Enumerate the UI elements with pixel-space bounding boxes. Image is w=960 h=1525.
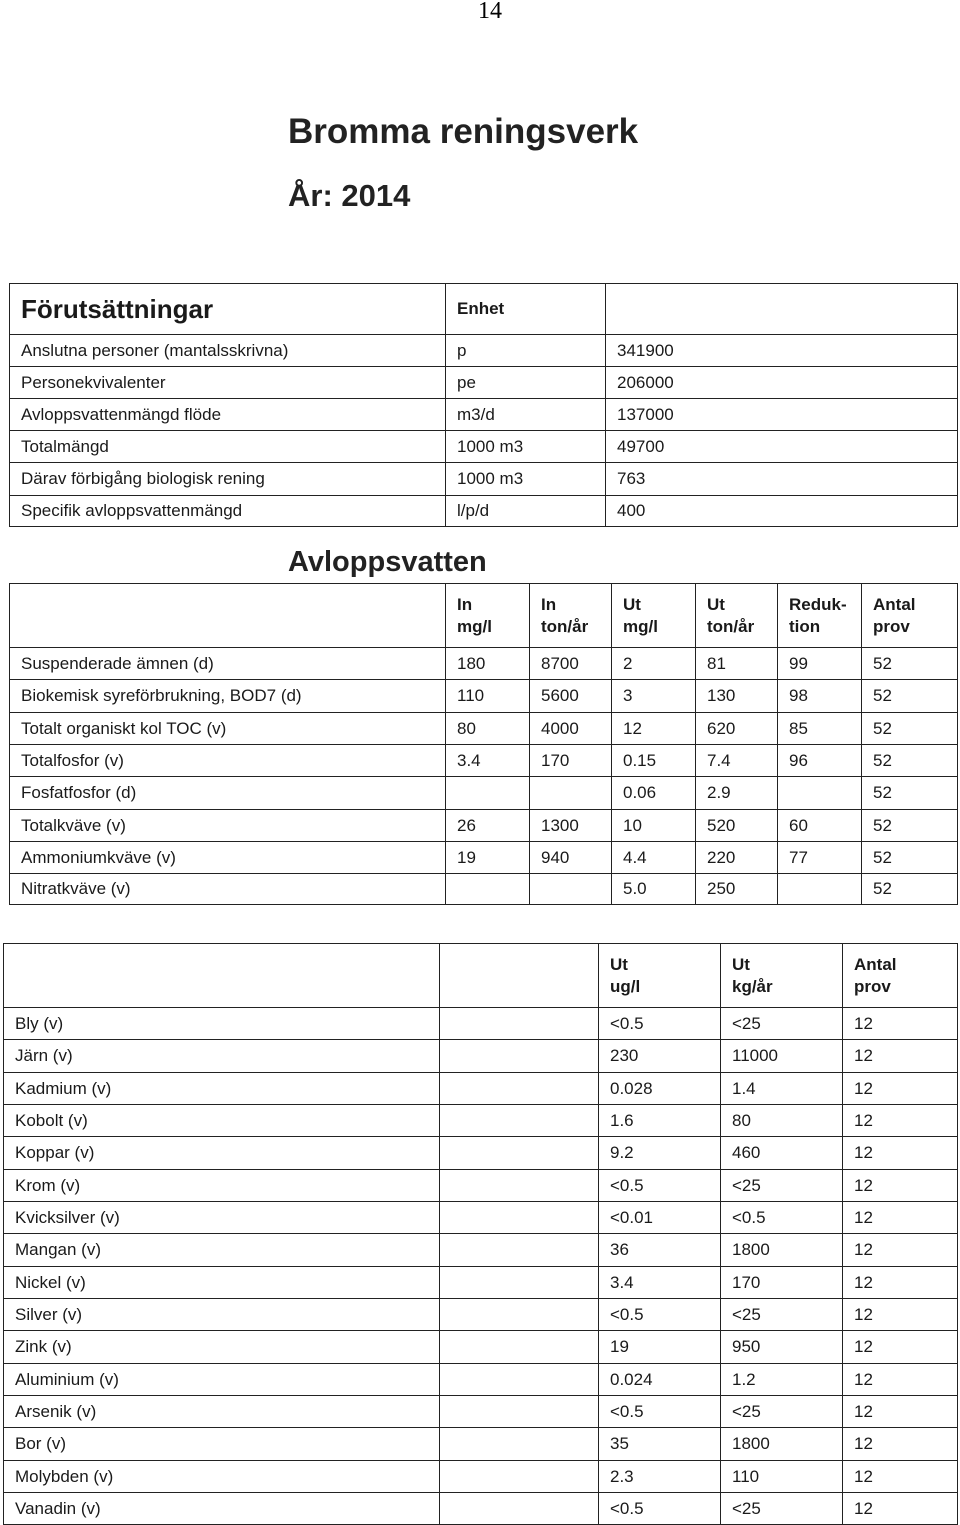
metals-cell: 9.2 — [599, 1137, 721, 1170]
page-number: 14 — [478, 0, 502, 24]
prerequisites-label: Personekvivalenter — [10, 367, 446, 399]
wastewater-cell: 77 — [778, 842, 862, 874]
wastewater-column-header — [446, 584, 530, 648]
wastewater-cell — [530, 874, 612, 905]
metals-row — [4, 1234, 958, 1267]
wastewater-cell: 99 — [778, 648, 862, 680]
metals-empty-header — [440, 944, 599, 1008]
metals-cell: 12 — [843, 1234, 958, 1267]
metal-name: Koppar (v) — [4, 1137, 440, 1170]
prerequisites-unit: l/p/d — [446, 496, 606, 527]
wastewater-row — [10, 648, 958, 680]
wastewater-cell: 1300 — [530, 810, 612, 842]
metals-row — [4, 1008, 958, 1040]
metal-name: Bly (v) — [4, 1008, 440, 1040]
metals-cell: 950 — [721, 1331, 843, 1364]
wastewater-column-header — [862, 584, 958, 648]
wastewater-cell: 80 — [446, 713, 530, 745]
metals-cell: 460 — [721, 1137, 843, 1170]
wastewater-cell — [446, 777, 530, 810]
metals-cell: 1.6 — [599, 1105, 721, 1137]
wastewater-parameter: Totalkväve (v) — [10, 810, 446, 842]
metals-row — [4, 1202, 958, 1234]
metals-column-header-line2: kg/år — [732, 976, 773, 996]
metals-row — [4, 1137, 958, 1170]
wastewater-row — [10, 680, 958, 713]
metals-cell: <25 — [721, 1396, 843, 1428]
metals-empty-cell — [440, 1364, 599, 1396]
prerequisites-row — [10, 496, 958, 527]
prerequisites-row — [10, 335, 958, 367]
metal-name: Mangan (v) — [4, 1234, 440, 1267]
metals-label-header — [4, 944, 440, 1008]
wastewater-column-header-line1: In — [541, 594, 557, 614]
wastewater-cell: 52 — [862, 777, 958, 810]
metals-cell: 12 — [843, 1331, 958, 1364]
wastewater-cell: 110 — [446, 680, 530, 713]
metals-cell: <0.5 — [599, 1008, 721, 1040]
page-title: Bromma reningsverk — [288, 112, 639, 151]
metals-empty-cell — [440, 1170, 599, 1202]
metal-name: Vanadin (v) — [4, 1493, 440, 1525]
wastewater-row — [10, 874, 958, 905]
metals-cell: 36 — [599, 1234, 721, 1267]
wastewater-parameter: Fosfatfosfor (d) — [10, 777, 446, 810]
metals-empty-cell — [440, 1396, 599, 1428]
metals-cell: 230 — [599, 1040, 721, 1073]
metals-empty-cell — [440, 1267, 599, 1299]
wastewater-cell: 52 — [862, 842, 958, 874]
wastewater-cell: 96 — [778, 745, 862, 777]
prerequisites-value: 341900 — [606, 335, 958, 367]
wastewater-parameter: Ammoniumkväve (v) — [10, 842, 446, 874]
wastewater-cell: 250 — [696, 874, 778, 905]
metals-cell: 12 — [843, 1461, 958, 1493]
wastewater-table — [9, 583, 958, 905]
wastewater-column-header-line1: Ut — [707, 594, 725, 614]
wastewater-label-header — [10, 584, 446, 648]
year-label: År: 2014 — [288, 178, 411, 213]
wastewater-parameter: Suspenderade ämnen (d) — [10, 648, 446, 680]
wastewater-cell: 3 — [612, 680, 696, 713]
metals-cell: 1.4 — [721, 1073, 843, 1105]
metal-name: Bor (v) — [4, 1428, 440, 1461]
prerequisites-value: 49700 — [606, 431, 958, 463]
metals-cell: 2.3 — [599, 1461, 721, 1493]
prerequisites-label: Därav förbigång biologisk rening — [10, 463, 446, 496]
wastewater-cell: 12 — [612, 713, 696, 745]
metals-cell: <0.5 — [721, 1202, 843, 1234]
wastewater-row — [10, 777, 958, 810]
wastewater-parameter: Nitratkväve (v) — [10, 874, 446, 905]
unit-column-header: Enhet — [446, 284, 606, 335]
metals-cell: 1800 — [721, 1234, 843, 1267]
wastewater-cell: 220 — [696, 842, 778, 874]
wastewater-cell: 8700 — [530, 648, 612, 680]
prerequisites-unit: p — [446, 335, 606, 367]
prerequisites-value: 763 — [606, 463, 958, 496]
metals-row — [4, 1428, 958, 1461]
prerequisites-unit: pe — [446, 367, 606, 399]
metals-column-header-line1: Ut — [732, 954, 750, 974]
metals-row — [4, 1267, 958, 1299]
metals-cell: 80 — [721, 1105, 843, 1137]
metals-cell: <25 — [721, 1299, 843, 1331]
wastewater-row — [10, 810, 958, 842]
metals-cell: 12 — [843, 1137, 958, 1170]
metals-cell: <0.5 — [599, 1396, 721, 1428]
prerequisites-header-row — [10, 284, 958, 335]
wastewater-cell: 2 — [612, 648, 696, 680]
prerequisites-label: Specifik avloppsvattenmängd — [10, 496, 446, 527]
metals-cell: 1.2 — [721, 1364, 843, 1396]
prerequisites-unit: 1000 m3 — [446, 463, 606, 496]
wastewater-header-row — [10, 584, 958, 648]
prerequisites-value: 206000 — [606, 367, 958, 399]
wastewater-cell: 170 — [530, 745, 612, 777]
wastewater-cell — [530, 777, 612, 810]
metals-row — [4, 1040, 958, 1073]
metals-empty-cell — [440, 1299, 599, 1331]
wastewater-parameter: Totalt organiskt kol TOC (v) — [10, 713, 446, 745]
wastewater-column-header-line2: tion — [789, 616, 821, 636]
wastewater-row — [10, 713, 958, 745]
wastewater-cell — [446, 874, 530, 905]
metals-cell: 0.028 — [599, 1073, 721, 1105]
prerequisites-value: 400 — [606, 496, 958, 527]
metals-row — [4, 1331, 958, 1364]
metals-row — [4, 1170, 958, 1202]
metals-empty-cell — [440, 1234, 599, 1267]
metals-empty-cell — [440, 1428, 599, 1461]
metal-name: Molybden (v) — [4, 1461, 440, 1493]
metals-cell: 1800 — [721, 1428, 843, 1461]
prerequisites-row — [10, 399, 958, 431]
wastewater-cell: 52 — [862, 713, 958, 745]
metals-cell: <25 — [721, 1008, 843, 1040]
wastewater-cell: 180 — [446, 648, 530, 680]
metal-name: Aluminium (v) — [4, 1364, 440, 1396]
metals-empty-cell — [440, 1105, 599, 1137]
metal-name: Kadmium (v) — [4, 1073, 440, 1105]
wastewater-cell: 52 — [862, 874, 958, 905]
metals-column-header-line2: ug/l — [610, 976, 641, 996]
wastewater-column-header-line2: mg/l — [457, 616, 492, 636]
metals-empty-cell — [440, 1331, 599, 1364]
wastewater-cell: 52 — [862, 810, 958, 842]
prerequisites-row — [10, 431, 958, 463]
wastewater-cell: 4.4 — [612, 842, 696, 874]
wastewater-parameter: Totalfosfor (v) — [10, 745, 446, 777]
wastewater-cell: 5.0 — [612, 874, 696, 905]
metals-empty-cell — [440, 1137, 599, 1170]
metals-cell: 35 — [599, 1428, 721, 1461]
metals-cell: <0.5 — [599, 1170, 721, 1202]
metals-cell: <25 — [721, 1170, 843, 1202]
metal-name: Järn (v) — [4, 1040, 440, 1073]
metals-cell: 12 — [843, 1073, 958, 1105]
prerequisites-row — [10, 463, 958, 496]
wastewater-column-header-line2: prov — [873, 616, 910, 636]
metals-empty-cell — [440, 1461, 599, 1493]
metals-cell: 12 — [843, 1170, 958, 1202]
metals-cell: 170 — [721, 1267, 843, 1299]
wastewater-column-header-line1: Ut — [623, 594, 641, 614]
metals-row — [4, 1493, 958, 1525]
metals-column-header-line2: prov — [854, 976, 891, 996]
wastewater-row — [10, 745, 958, 777]
wastewater-cell: 19 — [446, 842, 530, 874]
metals-cell: 0.024 — [599, 1364, 721, 1396]
metals-empty-cell — [440, 1040, 599, 1073]
prerequisites-unit: 1000 m3 — [446, 431, 606, 463]
metals-cell: 3.4 — [599, 1267, 721, 1299]
metals-row — [4, 1299, 958, 1331]
metals-row — [4, 1461, 958, 1493]
wastewater-cell — [778, 777, 862, 810]
wastewater-cell: 26 — [446, 810, 530, 842]
metals-cell: 12 — [843, 1364, 958, 1396]
metals-cell: 12 — [843, 1299, 958, 1331]
prerequisites-table — [9, 283, 958, 527]
wastewater-column-header-line2: ton/år — [707, 616, 755, 636]
wastewater-cell: 52 — [862, 745, 958, 777]
metal-name: Nickel (v) — [4, 1267, 440, 1299]
metals-column-header-line1: Antal — [854, 954, 897, 974]
wastewater-column-header — [778, 584, 862, 648]
metals-cell: 12 — [843, 1396, 958, 1428]
metals-cell: 12 — [843, 1493, 958, 1525]
wastewater-column-header-line2: ton/år — [541, 616, 589, 636]
metals-empty-cell — [440, 1073, 599, 1105]
wastewater-cell: 520 — [696, 810, 778, 842]
wastewater-column-header-line1: Reduk- — [789, 594, 847, 614]
metals-header-row — [4, 944, 958, 1008]
wastewater-cell: 60 — [778, 810, 862, 842]
wastewater-cell: 98 — [778, 680, 862, 713]
metals-cell: <0.01 — [599, 1202, 721, 1234]
metals-row — [4, 1073, 958, 1105]
metals-table — [3, 943, 958, 1525]
metals-cell: 12 — [843, 1008, 958, 1040]
metals-cell: <0.5 — [599, 1493, 721, 1525]
wastewater-cell: 4000 — [530, 713, 612, 745]
prerequisites-row — [10, 367, 958, 399]
metals-empty-cell — [440, 1202, 599, 1234]
metal-name: Kvicksilver (v) — [4, 1202, 440, 1234]
wastewater-parameter: Biokemisk syreförbrukning, BOD7 (d) — [10, 680, 446, 713]
metals-empty-cell — [440, 1008, 599, 1040]
metals-cell: 12 — [843, 1105, 958, 1137]
metals-row — [4, 1396, 958, 1428]
wastewater-column-header-line1: In — [457, 594, 473, 614]
wastewater-cell: 3.4 — [446, 745, 530, 777]
wastewater-cell: 10 — [612, 810, 696, 842]
wastewater-column-header-line1: Antal — [873, 594, 916, 614]
metals-cell: 12 — [843, 1040, 958, 1073]
metals-cell: 11000 — [721, 1040, 843, 1073]
wastewater-heading: Avloppsvatten — [288, 546, 487, 578]
metals-cell: 12 — [843, 1202, 958, 1234]
wastewater-cell: 130 — [696, 680, 778, 713]
wastewater-column-header-line2: mg/l — [623, 616, 658, 636]
metal-name: Arsenik (v) — [4, 1396, 440, 1428]
wastewater-cell: 52 — [862, 680, 958, 713]
wastewater-column-header — [530, 584, 612, 648]
metals-cell: 19 — [599, 1331, 721, 1364]
wastewater-cell: 0.06 — [612, 777, 696, 810]
metals-cell: 12 — [843, 1267, 958, 1299]
metals-column-header-line1: Ut — [610, 954, 628, 974]
metals-column-header — [843, 944, 958, 1008]
wastewater-cell: 81 — [696, 648, 778, 680]
metals-empty-cell — [440, 1493, 599, 1525]
metal-name: Silver (v) — [4, 1299, 440, 1331]
metal-name: Kobolt (v) — [4, 1105, 440, 1137]
prerequisites-heading: Förutsättningar — [10, 284, 446, 335]
prerequisites-label: Anslutna personer (mantalsskrivna) — [10, 335, 446, 367]
wastewater-column-header — [696, 584, 778, 648]
metals-cell: 12 — [843, 1428, 958, 1461]
wastewater-cell: 7.4 — [696, 745, 778, 777]
prerequisites-label: Totalmängd — [10, 431, 446, 463]
prerequisites-value: 137000 — [606, 399, 958, 431]
prerequisites-unit: m3/d — [446, 399, 606, 431]
value-column-header — [606, 284, 958, 335]
wastewater-cell: 940 — [530, 842, 612, 874]
wastewater-cell: 85 — [778, 713, 862, 745]
metals-column-header — [599, 944, 721, 1008]
metals-row — [4, 1364, 958, 1396]
metals-column-header — [721, 944, 843, 1008]
wastewater-row — [10, 842, 958, 874]
metals-cell: <25 — [721, 1493, 843, 1525]
wastewater-cell: 0.15 — [612, 745, 696, 777]
metal-name: Zink (v) — [4, 1331, 440, 1364]
prerequisites-label: Avloppsvattenmängd flöde — [10, 399, 446, 431]
metals-cell: 110 — [721, 1461, 843, 1493]
metals-row — [4, 1105, 958, 1137]
wastewater-cell: 52 — [862, 648, 958, 680]
wastewater-cell — [778, 874, 862, 905]
wastewater-cell: 2.9 — [696, 777, 778, 810]
metal-name: Krom (v) — [4, 1170, 440, 1202]
wastewater-column-header — [612, 584, 696, 648]
wastewater-cell: 5600 — [530, 680, 612, 713]
metals-cell: <0.5 — [599, 1299, 721, 1331]
wastewater-cell: 620 — [696, 713, 778, 745]
